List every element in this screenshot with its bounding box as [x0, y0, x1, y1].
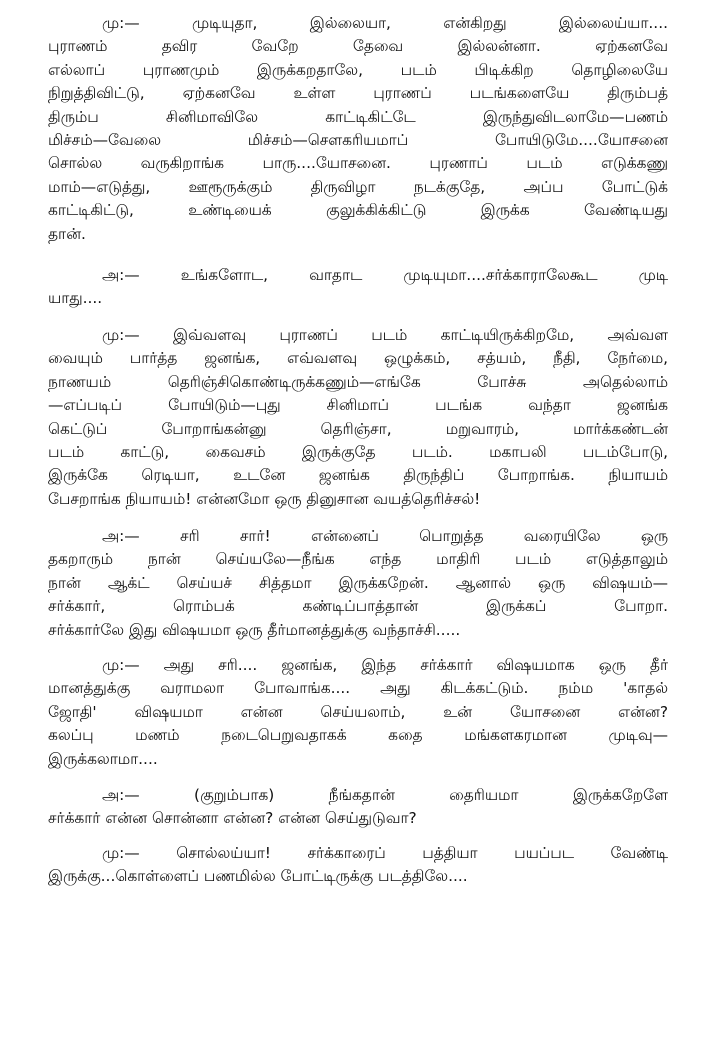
- text-line: மு:— முடியுதா, இல்லையா, என்கிறது இல்லைய்யா....: [102, 14, 668, 32]
- text-line: மு:— இவ்வளவு புராணப் படம் காட்டியிருக்கிறமே, அவ்வள: [102, 326, 668, 344]
- text-line: தான்.: [48, 224, 86, 243]
- text-line: சர்க்கார், ரொம்பக் கண்டிப்பாத்தான் இருக்கப் போறா.: [48, 597, 668, 616]
- text-line: காட்டிகிட்டு, உண்டியைக் குலுக்கிக்கிட்டு இருக்க வேண்டியது: [48, 201, 668, 220]
- text-line: வையும் பார்த்த ஜனங்க, எவ்வளவு ஒழுக்கம், சத்யம், நீதி, நேர்மை,: [48, 349, 668, 368]
- text-line: மு:— சொல்லய்யா! சர்க்காரைப் பத்தியா பயப்பட வேண்டி: [102, 844, 668, 862]
- text-line: கலப்பு மணம் நடைபெறுவதாகக் கதை மங்களகரமான முடிவு—: [48, 726, 668, 745]
- text-line: கெட்டுப் போறாங்கன்னு தெரிஞ்சா, மறுவாரம், மார்க்கண்டன்: [48, 419, 668, 438]
- text-line: புராணம் தவிர வேறே தேவை இல்லன்னா. ஏற்கனவே: [48, 37, 668, 56]
- text-line: யாது....: [48, 289, 103, 308]
- paragraph: [48, 525, 668, 642]
- text-line: அ:— உங்களோட, வாதாட முடியுமா....சர்க்காராலேகூட முடி: [102, 266, 668, 284]
- paragraph: [48, 264, 668, 311]
- text-line: இருக்கு...கொள்ளைப் பணமில்ல போட்டிருக்கு படத்திலே....: [48, 867, 468, 886]
- text-line: நான் ஆக்ட் செய்யச் சித்தமா இருக்கறேன். ஆனால் ஒரு விஷயம்—: [48, 573, 668, 592]
- paragraph: [48, 842, 668, 889]
- text-line: சொல்ல வருகிறாங்க பாரு....யோசனை. புரணாப் படம் எடுக்கணு: [48, 154, 668, 173]
- paragraph: [48, 654, 668, 771]
- text-line: திரும்ப சினிமாவிலே காட்டிகிட்டே இருந்துவிடலாமே—பணம்: [48, 107, 668, 126]
- text-line: நாணயம் தெரிஞ்சிகொண்டிருக்கணும்—எங்கே போச்சு அதெல்லாம்: [48, 372, 668, 391]
- paragraph: [48, 324, 668, 511]
- text-line: தகறாரும் நான் செய்யலே—நீங்க எந்த மாதிரி படம் எடுத்தாலும்: [48, 550, 668, 569]
- paragraph: [48, 12, 668, 246]
- text-line: மிச்சம்—வேலை மிச்சம்—சௌகரியமாப் போயிடுமே....யோசனை: [48, 130, 668, 149]
- text-line: அ:— (குறும்பாக) நீங்கதான் தைரியமா இருக்கறேளே: [102, 786, 668, 804]
- text-line: சர்க்கார் என்ன சொன்னா என்ன? என்ன செய்துடுவா?: [48, 809, 417, 828]
- text-line: அ:— சரி சார்! என்னைப் பொறுத்த வரையிலே ஒரு: [102, 527, 668, 545]
- text-line: படம் காட்டு, கைவசம் இருக்குதே படம். மகாபலி படம்போடு,: [48, 442, 668, 461]
- text-line: இருக்கலாமா....: [48, 749, 158, 768]
- text-line: —எப்படிப் போயிடும்—புது சினிமாப் படங்க வந்தா ஜனங்க: [48, 396, 668, 415]
- text-line: எல்லாப் புராணமும் இருக்கறதாலே, படம் பிடிக்கிற தொழிலையே: [48, 60, 668, 79]
- text-line: ஜோதி' விஷயமா என்ன செய்யலாம், உன் யோசனை என்ன?: [48, 702, 668, 721]
- text-line: பேசறாங்க நியாயம்! என்னமோ ஒரு தினுசான வயத்தெரிச்சல்!: [48, 489, 481, 508]
- text-line: மாம்—எடுத்து, ஊரூருக்கும் திருவிழா நடக்குதே, அப்ப போட்டுக்: [48, 177, 668, 196]
- paragraph: [48, 784, 668, 831]
- text-line: மு:— அது சரி.... ஜனங்க, இந்த சர்க்கார் விஷயமாக ஒரு தீர்: [102, 656, 668, 674]
- text-line: சர்க்கார்லே இது விஷயமா ஒரு தீர்மானத்துக்கு வந்தாச்சி.....: [48, 620, 461, 639]
- text-line: இருக்கே ரெடியா, உடனே ஜனங்க திருந்திப் போறாங்க. நியாயம்: [48, 466, 668, 485]
- text-line: மானத்துக்கு வராமலா போவாங்க.... அது கிடக்கட்டும். நம்ம 'காதல்: [48, 679, 668, 698]
- text-line: நிறுத்திவிட்டு, ஏற்கனவே உள்ள புராணப் படங்களையே திரும்பத்: [48, 84, 668, 103]
